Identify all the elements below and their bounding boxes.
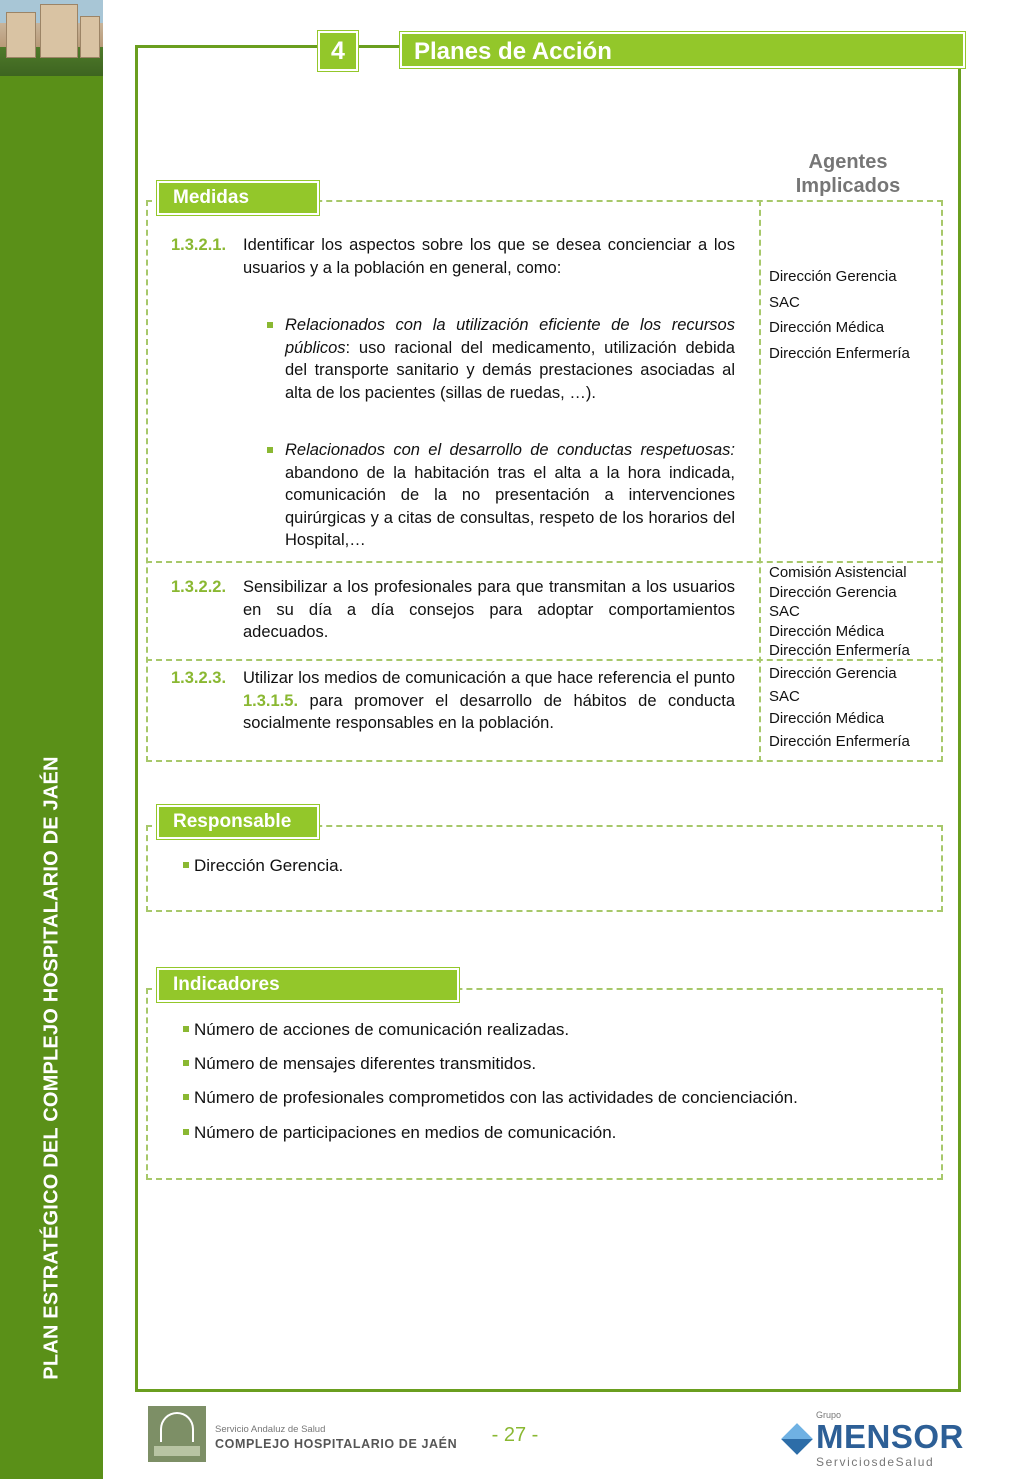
agents-list-3 xyxy=(769,663,910,753)
agents-list-1 xyxy=(769,264,910,366)
agents-list-2 xyxy=(769,563,910,661)
medidas-tab: Medidas xyxy=(157,181,319,215)
hospital-photo xyxy=(0,0,103,76)
agent-item: Dirección Enfermería xyxy=(769,344,910,362)
logo-left-line2: COMPLEJO HOSPITALARIO DE JAÉN xyxy=(215,1437,458,1451)
indicator-text: Número de mensajes diferentes transmitidos. xyxy=(194,1054,537,1073)
agent-item: Dirección Enfermería xyxy=(769,732,910,750)
measure-1-3-2-1 xyxy=(171,234,735,304)
agent-item: Dirección Médica xyxy=(769,622,885,640)
measure-text-after: para promover el desarrollo de hábitos de conducta socialmente responsables en la población. xyxy=(243,691,735,732)
agent-item: Dirección Gerencia xyxy=(769,665,897,682)
agent-item: Dirección Médica xyxy=(769,319,885,336)
bullet-marker xyxy=(183,1026,189,1032)
agent-item: SAC xyxy=(769,603,800,620)
logo-right-grupo: Grupo xyxy=(816,1410,842,1420)
bullet-marker xyxy=(183,1060,189,1066)
indicadores-box xyxy=(146,988,943,1180)
agent-item: Dirección Gerencia xyxy=(769,268,897,285)
indicator-text: Número de acciones de comunicación realizadas. xyxy=(194,1020,570,1039)
bullet-marker xyxy=(183,862,189,868)
logo-left-line1: Servicio Andaluz de Salud xyxy=(215,1424,326,1435)
measure-number: 1.3.2.2. xyxy=(171,578,227,596)
chapter-title: Planes de Acción xyxy=(400,32,965,68)
mensor-logo xyxy=(782,1410,964,1470)
indicator-item xyxy=(194,1019,569,1041)
indicator-text: Número de participaciones en medios de comunicación. xyxy=(194,1123,617,1142)
measure-reference: 1.3.1.5. xyxy=(243,691,299,710)
agent-item: Comisión Asistencial xyxy=(769,564,907,581)
measure-1-3-2-3 xyxy=(171,667,735,737)
agents-header: Agentes Implicados xyxy=(795,151,901,197)
bullet-marker xyxy=(183,1094,189,1100)
measure-number: 1.3.2.3. xyxy=(171,669,227,687)
logo-right-name: MENSOR xyxy=(816,1418,964,1455)
agent-item: SAC xyxy=(769,293,800,311)
bullet-rest: : uso racional del medicamento, utilización debida del transporte sanitario y demás prestaciones asociadas al alta de los pacientes (sillas de ruedas, …). xyxy=(285,338,735,402)
measure-1-bullet-1 xyxy=(285,314,735,404)
mensor-mark-icon xyxy=(781,1423,813,1455)
junta-andalucia-emblem-icon xyxy=(148,1406,206,1462)
indicator-item xyxy=(194,1053,536,1075)
bullet-lead: Relacionados con el desarrollo de conductas respetuosas: xyxy=(285,441,735,459)
indicator-item xyxy=(194,1122,616,1144)
medidas-column-divider xyxy=(759,200,761,762)
page-number: - 27 - xyxy=(491,1424,539,1446)
agent-item: Dirección Enfermería xyxy=(769,642,910,659)
sas-logo xyxy=(148,1406,458,1462)
responsable-tab: Responsable xyxy=(157,805,319,839)
indicadores-tab: Indicadores xyxy=(157,968,459,1002)
bullet-marker xyxy=(267,322,273,328)
measure-text: Sensibilizar a los profesionales para que transmitan a los usuarios en su día a día consejos para adoptar comportamientos adecuados. xyxy=(243,578,735,641)
agent-item: Dirección Médica xyxy=(769,710,885,727)
measure-text xyxy=(243,667,735,735)
agent-item: SAC xyxy=(769,687,800,705)
measure-1-3-2-2 xyxy=(171,576,735,646)
agent-item: Dirección Gerencia xyxy=(769,583,897,601)
bullet-marker xyxy=(267,447,273,453)
logo-right-sub: ServiciosdeSalud xyxy=(816,1455,935,1469)
indicator-item xyxy=(194,1087,798,1109)
responsable-item xyxy=(194,855,343,877)
indicator-text: Número de profesionales comprometidos con las actividades de concienciación. xyxy=(194,1088,798,1107)
responsable-text: Dirección Gerencia. xyxy=(194,856,344,875)
bullet-rest: abandono de la habitación tras el alta a la hora indicada, comunicación de la no presentación a intervenciones quirúrgicas y a citas de consultas, respeto de los horarios del Hospital,… xyxy=(285,463,735,549)
measure-text-before: Utilizar los medios de comunicación a que hace referencia el punto xyxy=(243,669,735,687)
chapter-number: 4 xyxy=(318,31,358,71)
measure-text: Identificar los aspectos sobre los que se desea concienciar a los usuarios y a la población en general, como: xyxy=(243,236,735,277)
sidebar xyxy=(0,0,103,1479)
sidebar-title: PLAN ESTRATÉGICO DEL COMPLEJO HOSPITALARIO DE JAÉN xyxy=(40,756,63,1380)
bullet-marker xyxy=(183,1129,189,1135)
bullet-lead: Relacionados con la utilización eficiente de los recursos públicos xyxy=(285,316,735,357)
measure-1-bullet-2 xyxy=(285,439,735,552)
measure-number: 1.3.2.1. xyxy=(171,236,227,254)
